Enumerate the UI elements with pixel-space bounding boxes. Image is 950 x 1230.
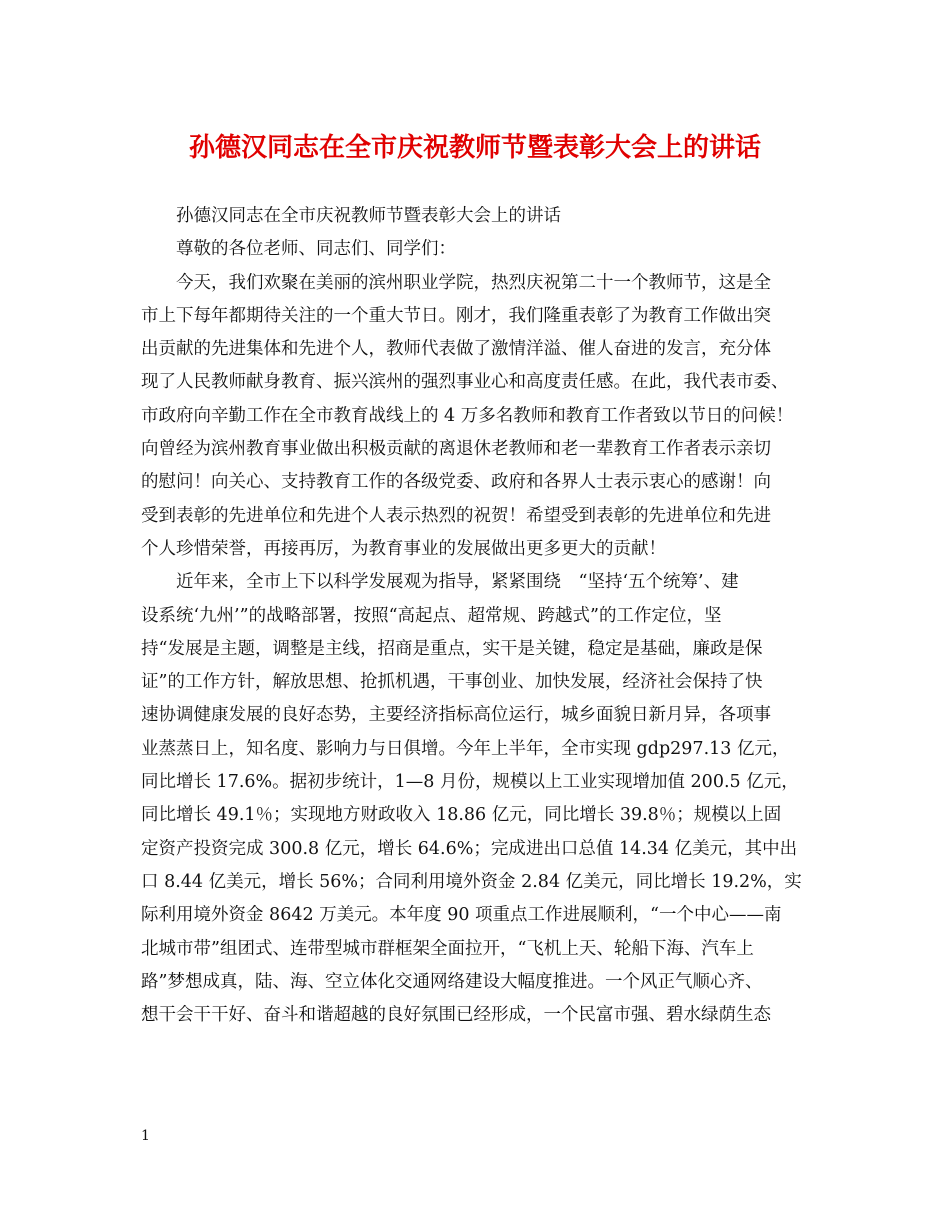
paragraph-2-line: 速协调健康发展的良好态势，主要经济指标高位运行，城乡面貌日新月异，各项事 — [141, 705, 771, 726]
paragraph-1-line: 市上下每年都期待关注的一个重大节日。刚才，我们隆重表彰了为教育工作做出突 — [141, 305, 771, 326]
document-body — [141, 200, 831, 1032]
paragraph-1-line: 市政府向辛勤工作在全市教育战线上的 4 万多名教师和教育工作者致以节日的问候！ — [141, 405, 794, 426]
paragraph-2-line: 定资产投资完成 300.8 亿元，增长 64.6%；完成进出口总值 14.34 亿美元，其中出 — [141, 838, 798, 859]
paragraph-1-line: 受到表彰的先进单位和先进个人表示热烈的祝贺！希望受到表彰的先进单位和先进 — [141, 505, 771, 526]
paragraph-2-line: 口 8.44 亿美元，增长 56%；合同利用境外资金 2.84 亿美元，同比增长 19.2%，实 — [141, 871, 802, 892]
paragraph-1-line: 出贡献的先进集体和先进个人，教师代表做了激情洋溢、催人奋进的发言，充分体 — [141, 339, 771, 360]
paragraph-1-line: 今天，我们欢聚在美丽的滨州职业学院，热烈庆祝第二十一个教师节，这是全 — [176, 272, 771, 293]
paragraph-2-line: 路”梦想成真，陆、海、空立体化交通网络建设大幅度推进。一个风正气顺心齐、 — [141, 971, 763, 992]
paragraph-2-line: 北城市带”组团式、连带型城市群框架全面拉开，“飞机上天、轮船下海、汽车上 — [141, 938, 754, 959]
paragraph-2-line: 同比增长 49.1％；实现地方财政收入 18.86 亿元，同比增长 39.8％；规模以上固 — [141, 805, 782, 826]
paragraph-2-line: 想干会干干好、奋斗和谐超越的良好氛围已经形成，一个民富市强、碧水绿荫生态 — [141, 1005, 771, 1026]
paragraph-2-line: 业蒸蒸日上，知名度、影响力与日俱增。今年上半年，全市实现 gdp297.13 亿元， — [141, 738, 790, 759]
document-title: 孙德汉同志在全市庆祝教师节暨表彰大会上的讲话 — [188, 133, 761, 163]
page-number: 1 — [141, 1128, 150, 1144]
paragraph-1-line: 现了人民教师献身教育、振兴滨州的强烈事业心和高度责任感。在此，我代表市委、 — [141, 372, 789, 393]
paragraph-1-line: 的慰问！向关心、支持教育工作的各级党委、政府和各界人士表示衷心的感谢！向 — [141, 472, 771, 493]
paragraph-2-line: 际利用境外资金 8642 万美元。本年度 90 项重点工作进展顺利，“一个中心——南 — [141, 905, 782, 926]
paragraph-2-line: 近年来，全市上下以科学发展观为指导，紧紧围绕 “坚持‘五个统筹’、建 — [176, 572, 739, 593]
salutation-line: 尊敬的各位老师、同志们、同学们： — [176, 239, 456, 260]
paragraph-2-line: 同比增长 17.6%。据初步统计，1—8 月份，规模以上工业实现增加值 200.5 亿元， — [141, 772, 799, 793]
paragraph-2-line: 证”的工作方针，解放思想、抢抓机遇，干事创业、加快发展，经济社会保持了快 — [141, 672, 763, 693]
body-line: 孙德汉同志在全市庆祝教师节暨表彰大会上的讲话 — [176, 206, 561, 226]
paragraph-2-line: 持“发展是主题，调整是主线，招商是重点，实干是关键，稳定是基础，廉政是保 — [141, 638, 763, 659]
paragraph-2-line: 设系统‘九州’”的战略部署，按照“高起点、超常规、跨越式”的工作定位，坚 — [141, 605, 722, 626]
paragraph-1-line: 个人珍惜荣誉，再接再厉，为教育事业的发展做出更多更大的贡献！ — [141, 538, 666, 559]
paragraph-1-line: 向曾经为滨州教育事业做出积极贡献的离退休老教师和老一辈教育工作者表示亲切 — [141, 439, 771, 460]
